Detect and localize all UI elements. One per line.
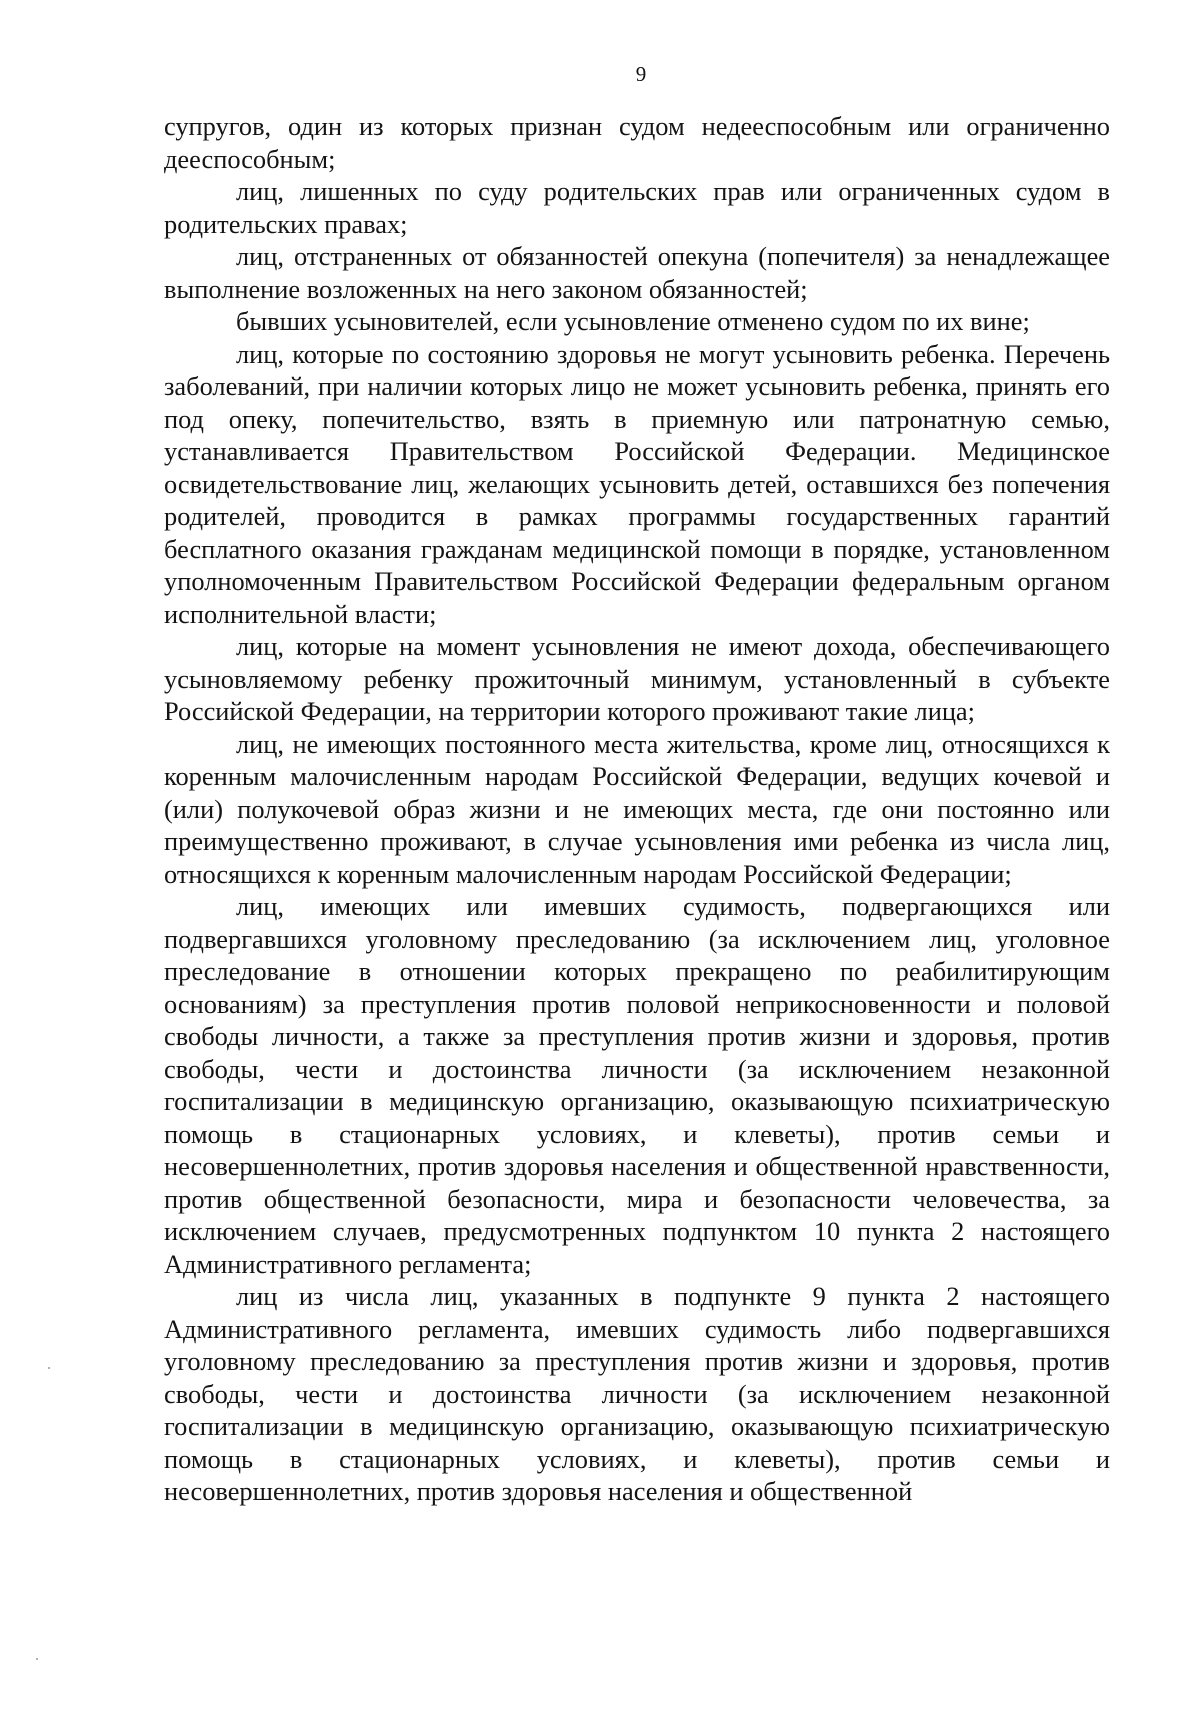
paragraph: лиц, лишенных по суду родительских прав или ограниченных судом в родительских правах; <box>164 176 1110 239</box>
scan-speck <box>48 1367 50 1369</box>
paragraph: лиц, имеющих или имевших судимость, подвергающихся или подвергавшихся уголовному преследованию (за исключением лиц, уголовное преследование в отношении которых прекращено по реабилитирующим основаниям) за преступления против половой неприкосновенности и половой свободы личности, а также за преступления против жизни и здоровья, против свободы, чести и достоинства личности (за исключением незаконной госпитализации в медицинскую организацию, оказывающую психиатрическую помощь в стационарных условиях, и клеветы), против семьи и несовершеннолетних, против здоровья населения и общественной нравственности, против общественной безопасности, мира и безопасности человечества, за исключением случаев, предусмотренных подпунктом 10 пункта 2 настоящего Административного регламента; <box>164 891 1110 1279</box>
page-number: 9 <box>635 62 647 86</box>
paragraph: лиц, не имеющих постоянного места жительства, кроме лиц, относящихся к коренным малочисленным народам Российской Федерации, ведущих кочевой и (или) полукочевой образ жизни и не имеющих места, где они постоянно или преимущественно проживают, в случае усыновления ими ребенка из числа лиц, относящихся к коренным малочисленным народам Российской Федерации; <box>164 728 1110 889</box>
paragraph: бывших усыновителей, если усыновление отменено судом по их вине; <box>236 306 1030 336</box>
scan-speck <box>36 1658 38 1660</box>
document-body <box>164 110 1110 1508</box>
paragraph: супругов, один из которых признан судом недееспособным или ограниченно дееспособным; <box>164 111 1110 174</box>
paragraph: лиц из числа лиц, указанных в подпункте 9 пункта 2 настоящего Административного регламента, имевших судимость либо подвергавшихся уголовному преследованию за преступления против жизни и здоровья, против свободы, чести и достоинства личности (за исключением незаконной госпитализации в медицинскую организацию, оказывающую психиатрическую помощь в стационарных условиях, и клеветы), против семьи и несовершеннолетних, против здоровья населения и общественной <box>164 1281 1110 1506</box>
paragraph: лиц, которые по состоянию здоровья не могут усыновить ребенка. Перечень заболеваний, при наличии которых лицо не может усыновить ребенка, принять его под опеку, попечительство, взять в приемную или патронатную семью, устанавливается Правительством Российской Федерации. Медицинское освидетельствование лиц, желающих усыновить детей, оставшихся без попечения родителей, проводится в рамках программы государственных гарантий бесплатного оказания гражданам медицинской помощи в порядке, установленном уполномоченным Правительством Российской Федерации федеральным органом исполнительной власти; <box>164 338 1110 629</box>
paragraph: лиц, которые на момент усыновления не имеют дохода, обеспечивающего усыновляемому ребенку прожиточный минимум, установленный в субъекте Российской Федерации, на территории которого проживают такие лица; <box>164 631 1110 726</box>
paragraph: лиц, отстраненных от обязанностей опекуна (попечителя) за ненадлежащее выполнение возложенных на него законом обязанностей; <box>164 241 1110 304</box>
